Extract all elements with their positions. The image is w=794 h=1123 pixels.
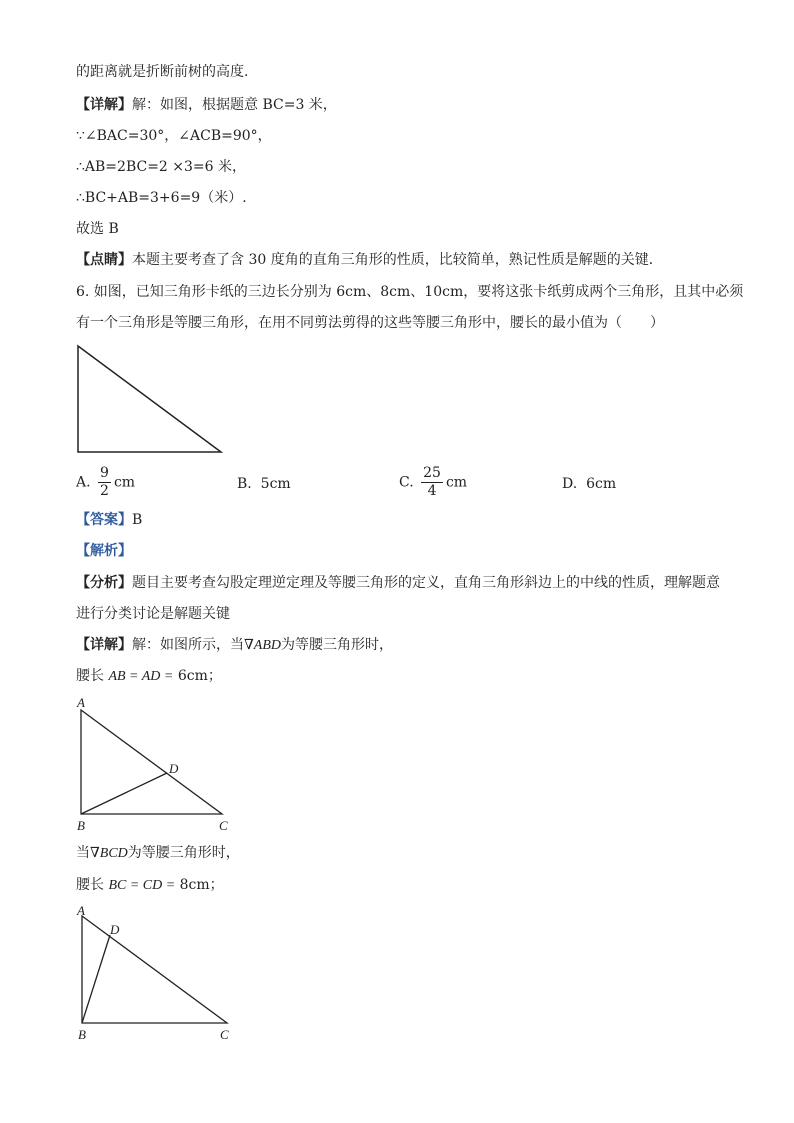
detail-text-pre: 解：如图所示，当: [132, 637, 244, 653]
option-a-label: A.: [76, 474, 91, 491]
dianjing-text: 本题主要考查了含 30 度角的直角三角形的性质，比较简单，熟记性质是解题的关键．: [132, 252, 663, 268]
leg-value: 8cm: [179, 877, 210, 893]
option-b-text: 5cm: [260, 476, 291, 492]
answer-tag: 【答案】: [76, 512, 132, 528]
option-c-unit: cm: [445, 474, 468, 491]
fraction-denominator: 2: [100, 483, 109, 499]
triangle-bcd-symbol: ∇BCD: [90, 846, 128, 861]
label-a: A: [77, 695, 85, 710]
case-2-pre: 当: [76, 845, 90, 861]
label-a: A: [77, 903, 85, 918]
triangle-abc: [82, 916, 227, 1023]
label-c: C: [219, 818, 228, 833]
leg-end: ；: [207, 668, 222, 684]
text-line: 故选 B: [76, 221, 119, 237]
option-d-text: 6cm: [586, 476, 617, 492]
label-d: D: [110, 922, 120, 937]
option-b-label: B.: [237, 476, 252, 492]
analysis-tag: 【解析】: [76, 543, 132, 559]
fraction-denominator: 4: [427, 483, 437, 499]
question-6-line-1: 6. 如图，已知三角形卡纸的三边长分别为 6cm、8cm、10cm，要将这张卡纸剪成两个三角形，且其中必须: [76, 284, 744, 300]
option-a-unit: cm: [113, 474, 136, 491]
leg-equation: AB = AD =: [108, 669, 174, 684]
text-line: ∴BC+AB=3+6=9（米）.: [76, 190, 247, 206]
detail-tag: 【详解】: [76, 97, 132, 113]
dianjing-tag: 【点睛】: [76, 252, 132, 268]
label-b: B: [78, 1027, 86, 1042]
triangle-abd-symbol: ∇ABD: [244, 638, 281, 653]
detail-text-post: 为等腰三角形时，: [281, 637, 393, 653]
option-d-label: D.: [562, 476, 578, 492]
question-6-line-2: 有一个三角形是等腰三角形，在用不同剪法剪得的这些等腰三角形中，腰长的最小值为（ ）: [76, 315, 664, 331]
detail-text: 解：如图，根据题意 BC=3 米，: [132, 97, 337, 113]
option-c-label: C.: [399, 474, 414, 491]
label-d: D: [169, 761, 179, 776]
fraction-numerator: 9: [100, 465, 109, 481]
fenxi-tag: 【分析】: [76, 575, 132, 591]
detail-tag: 【详解】: [76, 637, 132, 653]
label-b: B: [77, 818, 85, 833]
fraction-numerator: 25: [423, 465, 441, 481]
leg-equation: BC = CD =: [108, 878, 176, 893]
fenxi-line-2: 进行分类讨论是解题关键: [76, 606, 230, 622]
case-2-post: 为等腰三角形时，: [127, 845, 240, 861]
text-line: 的距离就是折断前树的高度.: [76, 64, 249, 80]
segment-bd: [82, 935, 110, 1023]
label-c: C: [220, 1027, 229, 1042]
leg-prefix: 腰长: [76, 877, 104, 893]
text-line: ∵∠BAC=30°，∠ACB=90°，: [76, 128, 272, 144]
fenxi-text: 题目主要考查勾股定理逆定理及等腰三角形的定义，直角三角形斜边上的中线的性质，理解题意: [132, 575, 720, 591]
leg-end: ；: [209, 877, 224, 893]
answer-value: B: [132, 512, 143, 528]
text-line: ∴AB=2BC=2 ×3=6 米，: [76, 159, 247, 175]
leg-value: 6cm: [177, 668, 208, 684]
leg-prefix: 腰长: [76, 668, 104, 684]
